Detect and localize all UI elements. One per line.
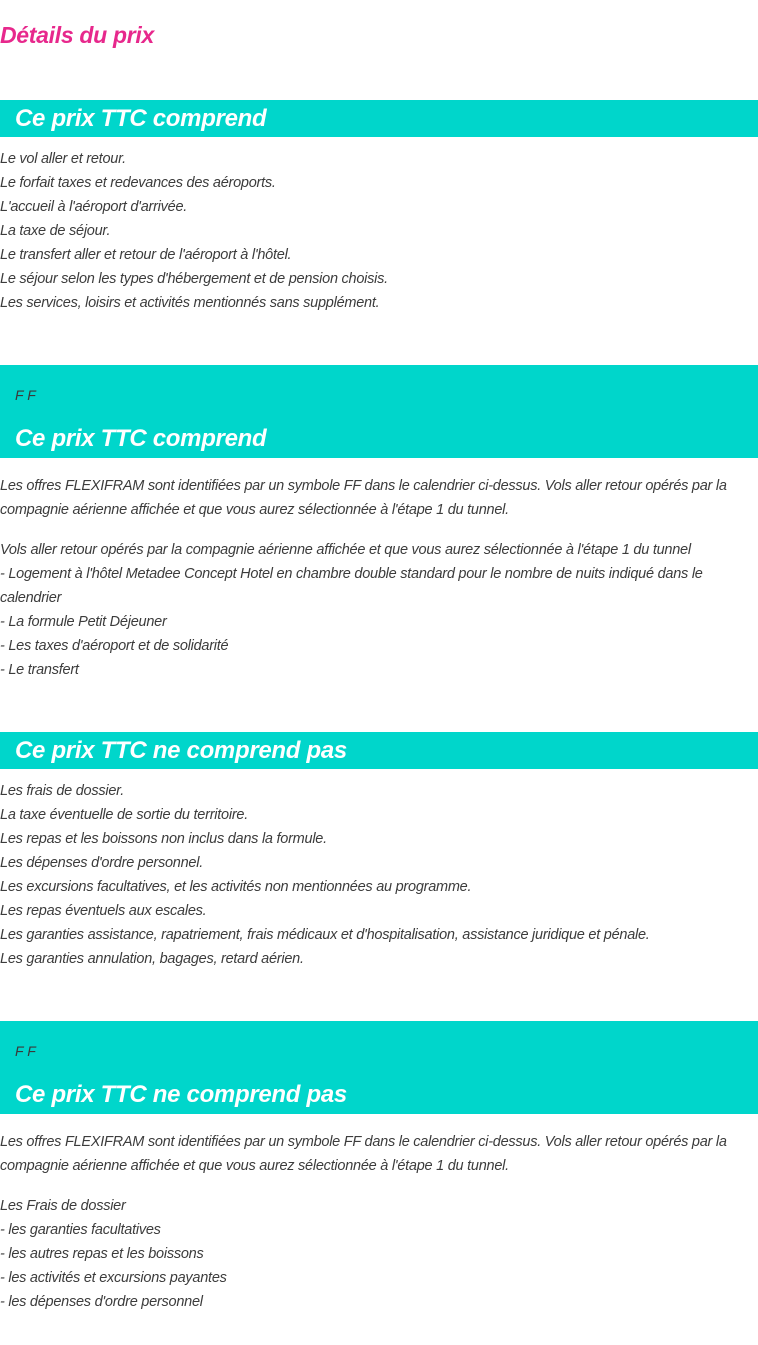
list-item: Le vol aller et retour. xyxy=(0,151,126,167)
list-item: - les dépenses d'ordre personnel xyxy=(0,1294,203,1310)
excluded-title: Ce prix TTC ne comprend pas xyxy=(15,737,347,764)
list-item: Les dépenses d'ordre personnel. xyxy=(0,855,203,871)
list-item: Le forfait taxes et redevances des aéroports. xyxy=(0,175,276,191)
flexifram-included-section xyxy=(0,365,758,682)
list-item: La taxe de séjour. xyxy=(0,223,111,239)
list-item: L'accueil à l'aéroport d'arrivée. xyxy=(0,199,188,215)
list-item: - La formule Petit Déjeuner xyxy=(0,614,167,630)
list-item: Les garanties annulation, bagages, retard aérien. xyxy=(0,951,304,967)
list-item: - les activités et excursions payantes xyxy=(0,1270,227,1286)
list-item: - Logement à l'hôtel Metadee Concept Hotel en chambre double standard pour le nombre de nuits indiqué dans le xyxy=(0,566,703,582)
list-item: Les garanties assistance, rapatriement, frais médicaux et d'hospitalisation, assistance juridique et pénale. xyxy=(0,927,650,943)
included-section xyxy=(0,100,758,315)
list-item: Les frais de dossier. xyxy=(0,783,124,799)
list-item: Le transfert aller et retour de l'aéroport à l'hôtel. xyxy=(0,247,292,263)
intro-line: compagnie aérienne affichée et que vous aurez sélectionnée à l'étape 1 du tunnel. xyxy=(0,502,509,518)
list-item: Les repas éventuels aux escales. xyxy=(0,903,207,919)
list-item: calendrier xyxy=(0,590,62,606)
list-item: - Les taxes d'aéroport et de solidarité xyxy=(0,638,229,654)
included-header-band xyxy=(0,100,758,137)
flexifram-included-header-band xyxy=(0,365,758,458)
excluded-header-band xyxy=(0,732,758,769)
list-item: Les services, loisirs et activités mentionnés sans supplément. xyxy=(0,295,380,311)
flexifram-excluded-section xyxy=(0,1021,758,1314)
list-item: Vols aller retour opérés par la compagnie aérienne affichée et que vous aurez sélectionnée à l'étape 1 du tunnel xyxy=(0,542,691,558)
list-item: Les excursions facultatives, et les activités non mentionnées au programme. xyxy=(0,879,472,895)
intro-line: compagnie aérienne affichée et que vous aurez sélectionnée à l'étape 1 du tunnel. xyxy=(0,1158,509,1174)
included-list xyxy=(0,147,758,315)
flexifram-excluded-title: Ce prix TTC ne comprend pas xyxy=(15,1081,347,1108)
excluded-section xyxy=(0,732,758,971)
list-item: - les autres repas et les boissons xyxy=(0,1246,204,1262)
flexifram-intro xyxy=(0,1130,745,1178)
list-item: - Le transfert xyxy=(0,662,79,678)
intro-line: Les offres FLEXIFRAM sont identifiées par un symbole FF dans le calendrier ci-dessus. Vols aller retour opérés par la xyxy=(0,1134,727,1150)
page-title: Détails du prix xyxy=(0,22,154,48)
list-item: - les garanties facultatives xyxy=(0,1222,161,1238)
flexifram-included-list xyxy=(0,538,758,682)
flexifram-included-title: Ce prix TTC comprend xyxy=(15,425,267,452)
ff-badge: F F xyxy=(15,1043,36,1059)
flexifram-intro xyxy=(0,474,745,522)
ff-badge: F F xyxy=(15,387,36,403)
excluded-list xyxy=(0,779,758,971)
flexifram-excluded-list xyxy=(0,1194,758,1314)
list-item: La taxe éventuelle de sortie du territoire. xyxy=(0,807,248,823)
list-item: Les repas et les boissons non inclus dans la formule. xyxy=(0,831,327,847)
flexifram-excluded-header-band xyxy=(0,1021,758,1114)
list-item: Les Frais de dossier xyxy=(0,1198,126,1214)
intro-line: Les offres FLEXIFRAM sont identifiées par un symbole FF dans le calendrier ci-dessus. Vols aller retour opérés par la xyxy=(0,478,727,494)
list-item: Le séjour selon les types d'hébergement et de pension choisis. xyxy=(0,271,388,287)
included-title: Ce prix TTC comprend xyxy=(15,105,267,132)
